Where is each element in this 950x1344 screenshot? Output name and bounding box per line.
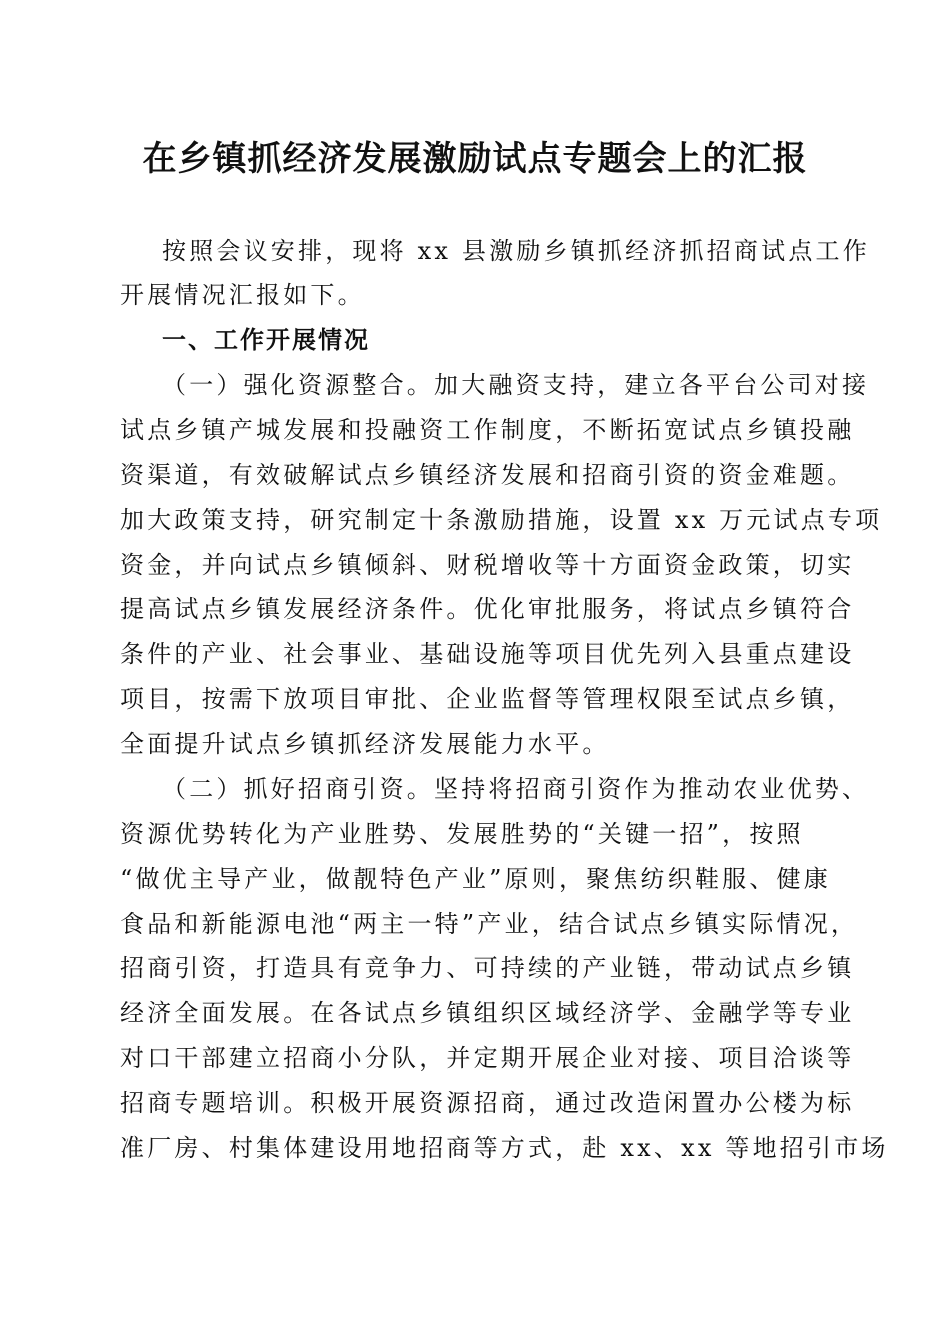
- para1-line-2: 试点乡镇产城发展和投融资工作制度，不断拓宽试点乡镇投融: [120, 416, 855, 444]
- para1-line-6: 提高试点乡镇发展经济条件。优化审批服务，将试点乡镇符合: [120, 595, 855, 623]
- para2-line-9: 准厂房、村集体建设用地招商等方式，赴 xx、xx 等地招引市场: [120, 1134, 889, 1162]
- para2-line-8: 招商专题培训。积极开展资源招商，通过改造闲置办公楼为标: [120, 1089, 855, 1117]
- para1-line-4: 加大政策支持，研究制定十条激励措施，设置 xx 万元试点专项: [120, 506, 883, 534]
- para1-line-8: 项目，按需下放项目审批、企业监督等管理权限至试点乡镇，: [120, 685, 855, 713]
- para1-line-9: 全面提升试点乡镇抓经济发展能力水平。: [120, 730, 610, 758]
- para2-line-2: 资源优势转化为产业胜势、发展胜势的“关键一招”，按照: [120, 820, 804, 848]
- para2-line-6: 经济全面发展。在各试点乡镇组织区域经济学、金融学等专业: [120, 999, 855, 1027]
- para2-line-7: 对口干部建立招商小分队，并定期开展企业对接、项目洽谈等: [120, 1044, 855, 1072]
- para1-line-1: （一）强化资源整合。加大融资支持，建立各平台公司对接: [162, 371, 870, 399]
- section-heading: 一、工作开展情况: [162, 326, 370, 354]
- para2-line-5: 招商引资，打造具有竞争力、可持续的产业链，带动试点乡镇: [120, 954, 855, 982]
- intro-line-2: 开展情况汇报如下。: [120, 281, 365, 309]
- para2-line-4: 食品和新能源电池“两主一特”产业，结合试点乡镇实际情况，: [120, 910, 859, 938]
- intro-line-1: 按照会议安排，现将 xx 县激励乡镇抓经济抓招商试点工作: [162, 237, 870, 265]
- para2-line-3: “做优主导产业，做靓特色产业”原则，聚焦纺织鞋服、健康: [120, 865, 831, 893]
- para1-line-3: 资渠道，有效破解试点乡镇经济发展和招商引资的资金难题。: [120, 461, 855, 489]
- para1-line-5: 资金，并向试点乡镇倾斜、财税增收等十方面资金政策，切实: [120, 551, 855, 579]
- document-title: 在乡镇抓经济发展激励试点专题会上的汇报: [142, 139, 808, 179]
- para2-line-1: （二）抓好招商引资。坚持将招商引资作为推动农业优势、: [162, 775, 870, 803]
- para1-line-7: 条件的产业、社会事业、基础设施等项目优先列入县重点建设: [120, 640, 855, 668]
